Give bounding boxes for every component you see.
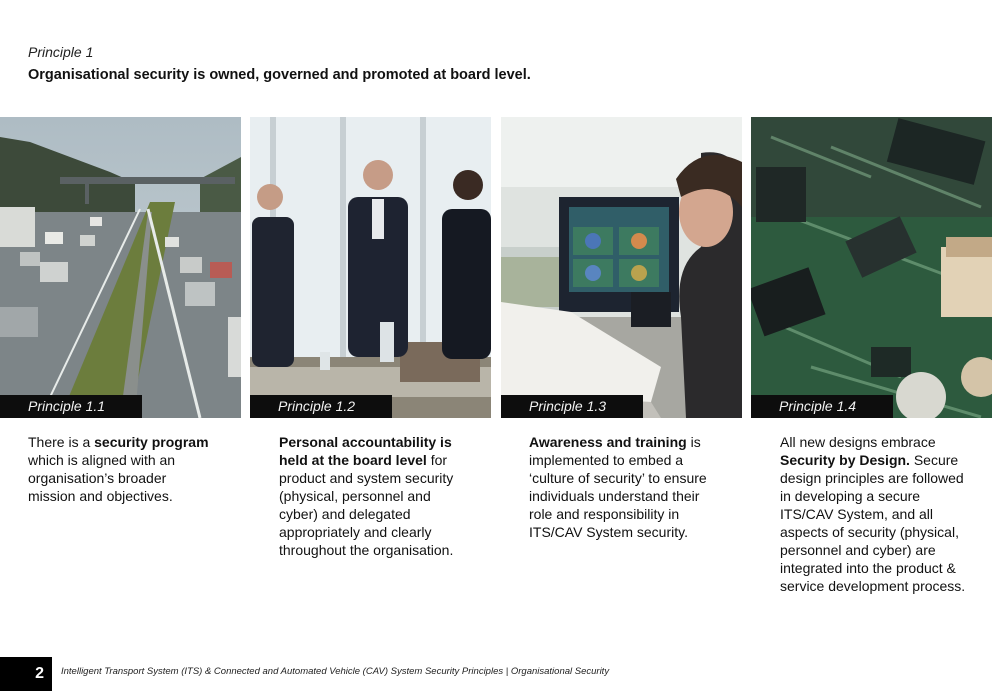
emphasis-text: security program (94, 434, 209, 450)
photo-panel-3 (501, 117, 742, 418)
circuit-board-photo (751, 117, 992, 418)
body-text: There is a (28, 434, 95, 450)
body-text: Secure design principles are followed in developing a secure ITS/CAV System, and all aspects of security (physical, personnel and cyber) are integrated into the product & service development process. (780, 452, 966, 594)
boardroom-meeting-photo (250, 117, 491, 418)
body-text: All new designs embrace (780, 434, 936, 450)
principle-title: Organisational security is owned, governed and promoted at board level. (28, 67, 531, 83)
emphasis-text: Awareness and training (529, 434, 687, 450)
panel-caption: Principle 1.2 (250, 395, 392, 418)
panel-caption: Principle 1.1 (0, 395, 142, 418)
page-number: 2 (0, 657, 52, 691)
emphasis-text: Security by Design. (780, 452, 910, 468)
principle-description-2 (279, 433, 459, 559)
panel-caption: Principle 1.3 (501, 395, 643, 418)
photo-panel-4 (751, 117, 992, 418)
photo-panel-2 (250, 117, 491, 418)
footer-text: Intelligent Transport System (ITS) & Connected and Automated Vehicle (CAV) System Security Principles | Organisational Security (61, 666, 610, 677)
principle-description-4 (780, 433, 970, 595)
principle-description-3 (529, 433, 714, 541)
body-text: for product and system security (physical, personnel and cyber) and delegated appropriately and clearly throughout the organisation. (279, 452, 454, 558)
photo-panel-1 (0, 117, 241, 418)
analyst-at-monitor-photo (501, 117, 742, 418)
principle-label: Principle 1 (28, 44, 94, 60)
body-text: is implemented to embed a ‘culture of security’ to ensure individuals understand their role and responsibility in ITS/CAV System security. (529, 434, 707, 540)
panel-caption: Principle 1.4 (751, 395, 893, 418)
principle-description-1 (28, 433, 213, 505)
motorway-traffic-photo (0, 117, 241, 418)
body-text: which is aligned with an organisation’s broader mission and objectives. (28, 452, 176, 504)
emphasis-text: Personal accountability is held at the board level (279, 434, 452, 468)
